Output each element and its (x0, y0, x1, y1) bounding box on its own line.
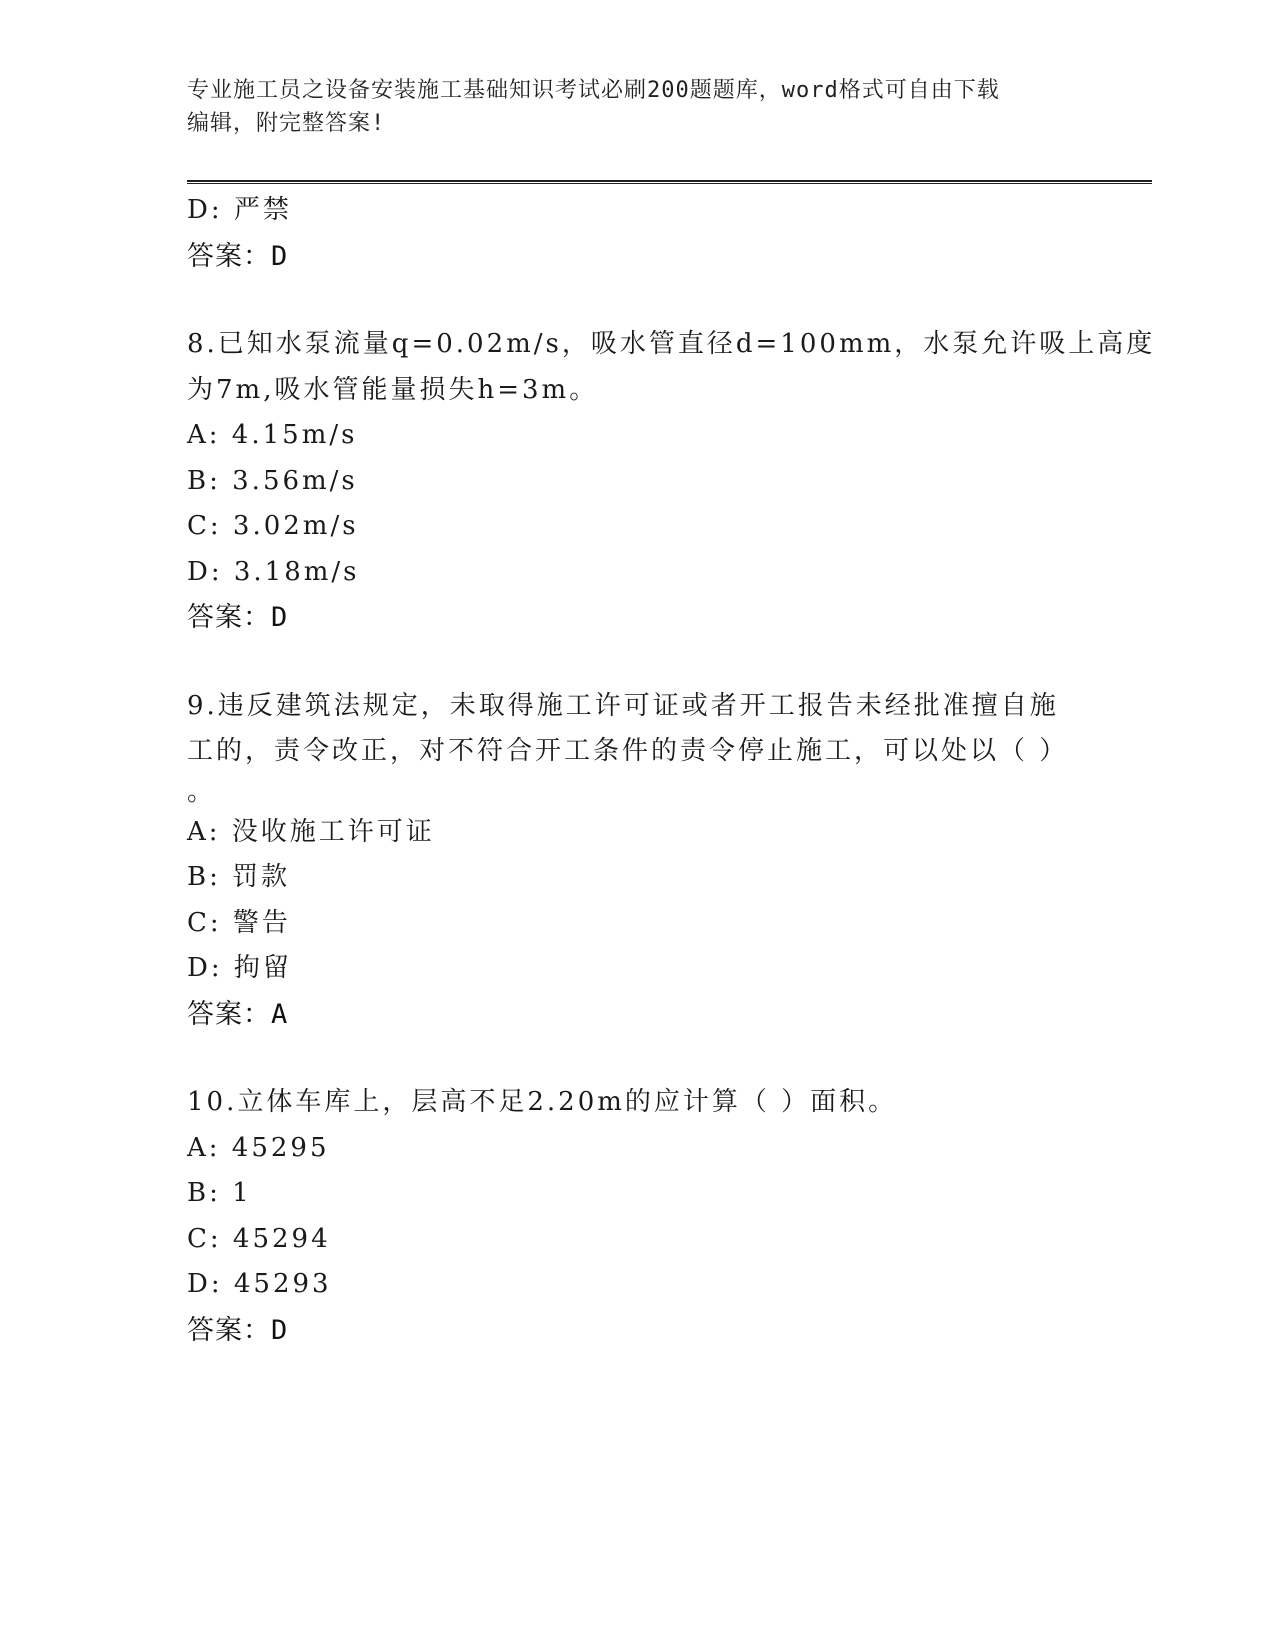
spacer (187, 1037, 1087, 1080)
option-c: C: 45294 (187, 1223, 331, 1254)
option-a: A: 45295 (187, 1132, 330, 1163)
document-header (187, 74, 1087, 140)
question-10 (187, 1080, 1087, 1353)
option-d: D: 严禁 (187, 195, 292, 225)
previous-question-tail (187, 188, 1087, 279)
header-title-line-1: 专业施工员之设备安装施工基础知识考试必刷200题题库，word格式可自由下载 (187, 78, 1000, 103)
question-8 (187, 322, 1156, 641)
spacer (187, 279, 1087, 322)
option-a: A: 4.15m/s (187, 420, 358, 450)
question-text: 。 (187, 776, 217, 807)
question-text: 8.已知水泵流量q=0.02m/s，吸水管直径d=100mm，水泵允许吸上高度 (187, 329, 1156, 359)
question-list (187, 188, 1156, 1353)
question-text: 9.违反建筑法规定，未取得施工许可证或者开工报告未经批准擅自施 (187, 690, 1059, 721)
question-text: 工的，责令改正，对不符合开工条件的责令停止施工，可以处以（ ） (187, 736, 1069, 766)
option-c: C: 3.02m/s (187, 511, 359, 541)
option-b: B: 罚款 (187, 862, 291, 892)
answer-label: 答案：D (187, 1314, 289, 1346)
option-b: B: 3.56m/s (187, 465, 358, 496)
question-text: 10.立体车库上，层高不足2.20m的应计算（ ）面积。 (187, 1087, 898, 1117)
option-c: C: 警告 (187, 907, 291, 938)
question-text: 为7m,吸水管能量损失h=3m。 (187, 374, 599, 405)
spacer (187, 641, 1087, 684)
question-9 (187, 684, 1087, 1038)
answer-label: 答案：A (187, 998, 289, 1030)
option-b: B: 1 (187, 1178, 252, 1208)
option-a: A: 没收施工许可证 (187, 816, 435, 847)
header-title-line-2: 编辑，附完整答案! (187, 111, 386, 136)
answer-label: 答案：D (187, 602, 289, 633)
option-d: D: 3.18m/s (187, 556, 360, 587)
header-divider (187, 180, 1152, 184)
option-d: D: 45293 (187, 1269, 332, 1299)
answer-label: 答案：D (187, 240, 289, 272)
option-d: D: 拘留 (187, 953, 292, 983)
